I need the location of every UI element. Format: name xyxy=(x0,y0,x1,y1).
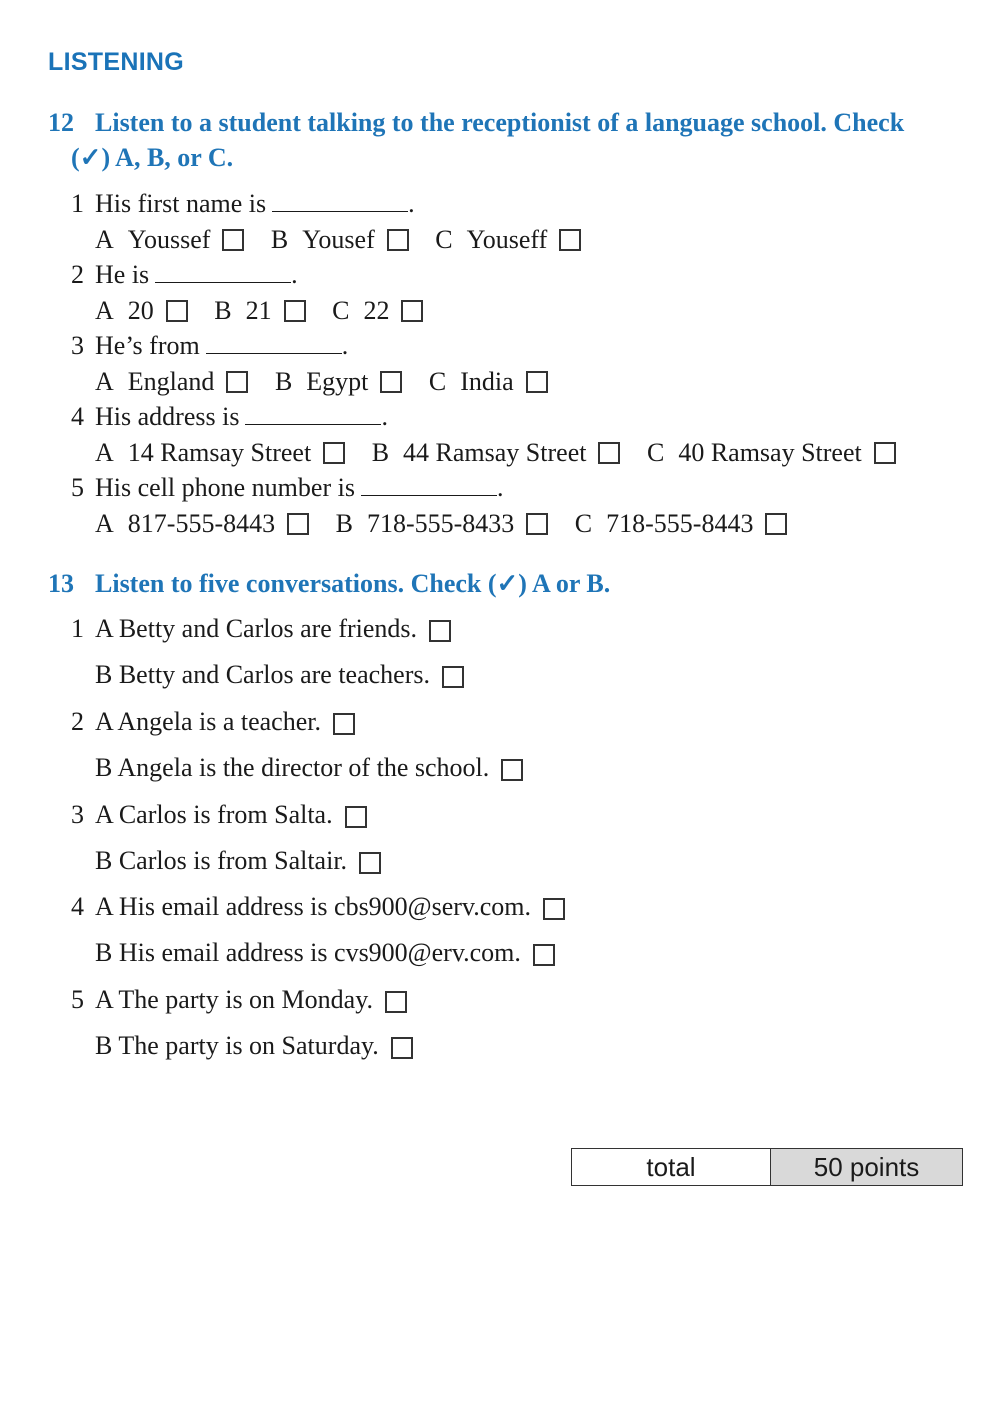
task-13-number: 13 xyxy=(48,569,74,598)
question-period: . xyxy=(381,402,388,431)
question-period: . xyxy=(408,189,415,218)
checkbox[interactable] xyxy=(765,513,787,535)
checkbox[interactable] xyxy=(380,371,402,393)
total-label: total xyxy=(572,1149,771,1186)
checkbox[interactable] xyxy=(501,759,523,781)
statement-b: B His email address is cvs900@erv.com. xyxy=(95,938,521,967)
statement-b: B The party is on Saturday. xyxy=(95,1031,379,1060)
statement-a: A Betty and Carlos are friends. xyxy=(95,614,418,643)
checkbox[interactable] xyxy=(442,666,464,688)
task-12-heading xyxy=(48,105,948,175)
checkbox[interactable] xyxy=(387,229,409,251)
task-12-options-3 xyxy=(95,366,568,398)
task-12-instruction-line2: (✓) A, B, or C. xyxy=(71,143,234,172)
checkbox[interactable] xyxy=(391,1037,413,1059)
option-c: C 22 xyxy=(332,295,423,327)
question-text: His cell phone number is xyxy=(95,473,355,502)
question-number: 2 xyxy=(71,260,84,289)
task-13-instruction: Listen to five conversations. Check (✓) A or B. xyxy=(95,569,611,598)
statement-a: A Angela is a teacher. xyxy=(95,707,321,736)
task-12-instruction-line1: Listen to a student talking to the receptionist of a language school. Check xyxy=(95,108,905,137)
option-b: B Yousef xyxy=(271,224,409,256)
statement-b: B Betty and Carlos are teachers. xyxy=(95,660,430,689)
question-number: 4 xyxy=(71,892,84,921)
question-number: 3 xyxy=(71,331,84,360)
checkbox[interactable] xyxy=(533,944,555,966)
checkbox[interactable] xyxy=(284,300,306,322)
total-points: 50 points xyxy=(771,1149,963,1186)
option-b: B Egypt xyxy=(275,366,402,398)
question-number: 1 xyxy=(71,614,84,643)
checkbox[interactable] xyxy=(287,513,309,535)
question-number: 4 xyxy=(71,402,84,431)
section-title: LISTENING xyxy=(48,48,185,76)
answer-blank xyxy=(206,331,342,354)
option-b: B 44 Ramsay Street xyxy=(372,437,621,469)
question-number: 2 xyxy=(71,707,84,736)
statement-a: A His email address is cbs900@serv.com. xyxy=(95,892,532,921)
option-c: C Youseff xyxy=(435,224,581,256)
statement-b: B Angela is the director of the school. xyxy=(95,753,490,782)
answer-blank xyxy=(245,402,381,425)
task-12-options-2 xyxy=(95,295,443,327)
checkbox[interactable] xyxy=(333,713,355,735)
checkbox[interactable] xyxy=(226,371,248,393)
question-period: . xyxy=(291,260,298,289)
checkbox[interactable] xyxy=(526,371,548,393)
statement-a: A The party is on Monday. xyxy=(95,985,374,1014)
task-13-heading xyxy=(48,566,948,601)
checkbox[interactable] xyxy=(323,442,345,464)
option-a: A 14 Ramsay Street xyxy=(95,437,345,469)
answer-blank xyxy=(361,473,497,496)
statement-b: B Carlos is from Saltair. xyxy=(95,846,348,875)
task-12-options-5 xyxy=(95,508,807,540)
option-a: A 817-555-8443 xyxy=(95,508,309,540)
question-number: 5 xyxy=(71,473,84,502)
checkbox[interactable] xyxy=(526,513,548,535)
statement-a: A Carlos is from Salta. xyxy=(95,800,333,829)
question-text: He is xyxy=(95,260,150,289)
option-b: B 21 xyxy=(214,295,305,327)
checkbox[interactable] xyxy=(874,442,896,464)
score-table xyxy=(571,1148,963,1186)
question-text: His first name is xyxy=(95,189,267,218)
checkbox[interactable] xyxy=(559,229,581,251)
checkbox[interactable] xyxy=(359,852,381,874)
option-a: A Youssef xyxy=(95,224,244,256)
answer-blank xyxy=(155,260,291,283)
checkbox[interactable] xyxy=(429,620,451,642)
option-c: C India xyxy=(429,366,548,398)
option-a: A England xyxy=(95,366,248,398)
checkbox[interactable] xyxy=(385,991,407,1013)
checkbox[interactable] xyxy=(166,300,188,322)
question-text: He’s from xyxy=(95,331,200,360)
question-number: 3 xyxy=(71,800,84,829)
checkbox[interactable] xyxy=(345,806,367,828)
checkbox[interactable] xyxy=(222,229,244,251)
checkbox[interactable] xyxy=(401,300,423,322)
task-12-options-4 xyxy=(95,437,896,469)
question-number: 5 xyxy=(71,985,84,1014)
checkbox[interactable] xyxy=(598,442,620,464)
option-c: C 718-555-8443 xyxy=(575,508,788,540)
question-period: . xyxy=(341,331,349,360)
option-c: C 40 Ramsay Street xyxy=(647,437,896,469)
answer-blank xyxy=(272,189,408,212)
option-b: B 718-555-8433 xyxy=(336,508,549,540)
question-number: 1 xyxy=(71,189,84,218)
task-12-number: 12 xyxy=(48,108,74,137)
task-12-options-1 xyxy=(95,224,601,256)
question-text: His address is xyxy=(95,402,240,431)
question-period: . xyxy=(496,473,504,502)
option-a: A 20 xyxy=(95,295,188,327)
checkbox[interactable] xyxy=(543,898,565,920)
